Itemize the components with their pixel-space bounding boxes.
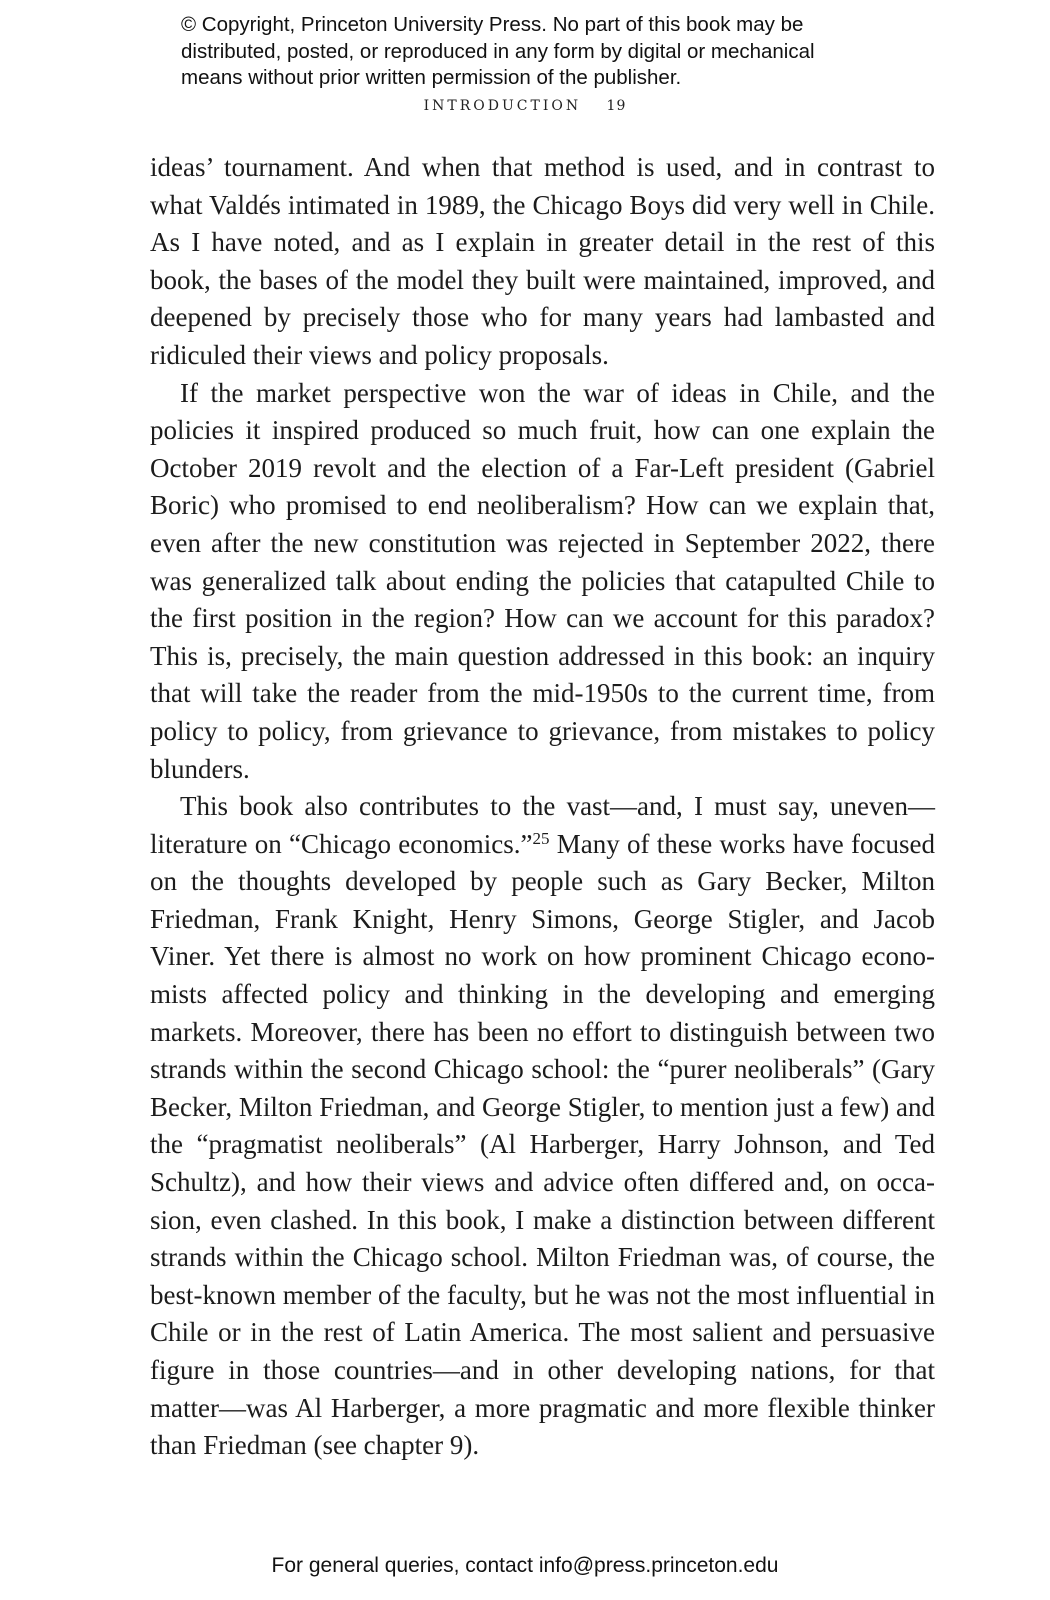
footer-contact: For general queries, contact info@press.princeton.edu xyxy=(271,1554,779,1577)
page-number: 19 xyxy=(606,98,627,114)
body-text xyxy=(150,149,935,1465)
running-head-section: INTRODUCTION xyxy=(423,98,582,114)
copyright-notice xyxy=(181,12,901,92)
footnote-reference[interactable]: 25 xyxy=(532,828,550,848)
paragraph-with-note xyxy=(150,788,935,1465)
paragraph-continued: ideas’ tournament. And when that method is used, and in contrast to what Valdés intimated in 1989, the Chicago Boys did very well in Chile. As I have noted, and as I explain in greater detail in the rest of this book, the bases of the model they built were maintained, improved, and deepened by precisely those who for many years had lambasted and ridiculed their views and policy proposals. xyxy=(150,152,935,370)
running-head xyxy=(0,98,1050,114)
copyright-line: © Copyright, Princeton University Press. No part of this book may be xyxy=(181,13,804,36)
paragraph: If the market perspective won the war of ideas in Chile, and the policies it inspired produced so much fruit, how can one explain the October 2019 revolt and the election of a Far-Left president (Gabriel Boric) who promised to end neoliberalism? How can we explain that, even after the new constitution was rejected in September 2022, there was generalized talk about ending the policies that catapulted Chile to the first position in the region? How can we account for this paradox? This is, precisely, the main question addressed in this book: an inquiry that will take the reader from the mid-1950s to the current time, from policy to policy, from grievance to grievance, from mistakes to policy blunders. xyxy=(150,377,935,784)
copyright-line: means without prior written permission of the publisher. xyxy=(181,66,682,89)
copyright-line: distributed, posted, or reproduced in any form by digital or mechanical xyxy=(181,39,815,63)
paragraph-text: This book also contributes to the vast—and, I must say, uneven—literature on “Chicago economics.” xyxy=(150,791,935,859)
paragraph-text: Many of these works have focused on the thoughts developed by people such as Gary Becker, Milton Friedman, Frank Knight, Henry Simons, George Stigler, and Jacob Viner. Yet there is almost no work on how prominent Chicago economists affected policy and thinking in the developing and emerging markets. Moreover, there has been no effort to distinguish between two strands within the second Chicago school: the “purer neoliberals” (Gary Becker, Milton Friedman, and George Stigler, to mention just a few) and the “pragmatist neoliberals” (Al Harberger, Harry Johnson, and Ted Schultz), and how their views and advice often differed and, on occasion, even clashed. In this book, I make a distinction between different strands within the Chicago school. Milton Friedman was, of course, the best-known member of the faculty, but he was not the most influential in Chile or in the rest of Latin America. The most salient and persuasive figure in those countries—and in other developing nations, for that matter—was Al Harberger, a more pragmatic and more flexible thinker than Friedman (see chapter 9). xyxy=(150,828,935,1461)
